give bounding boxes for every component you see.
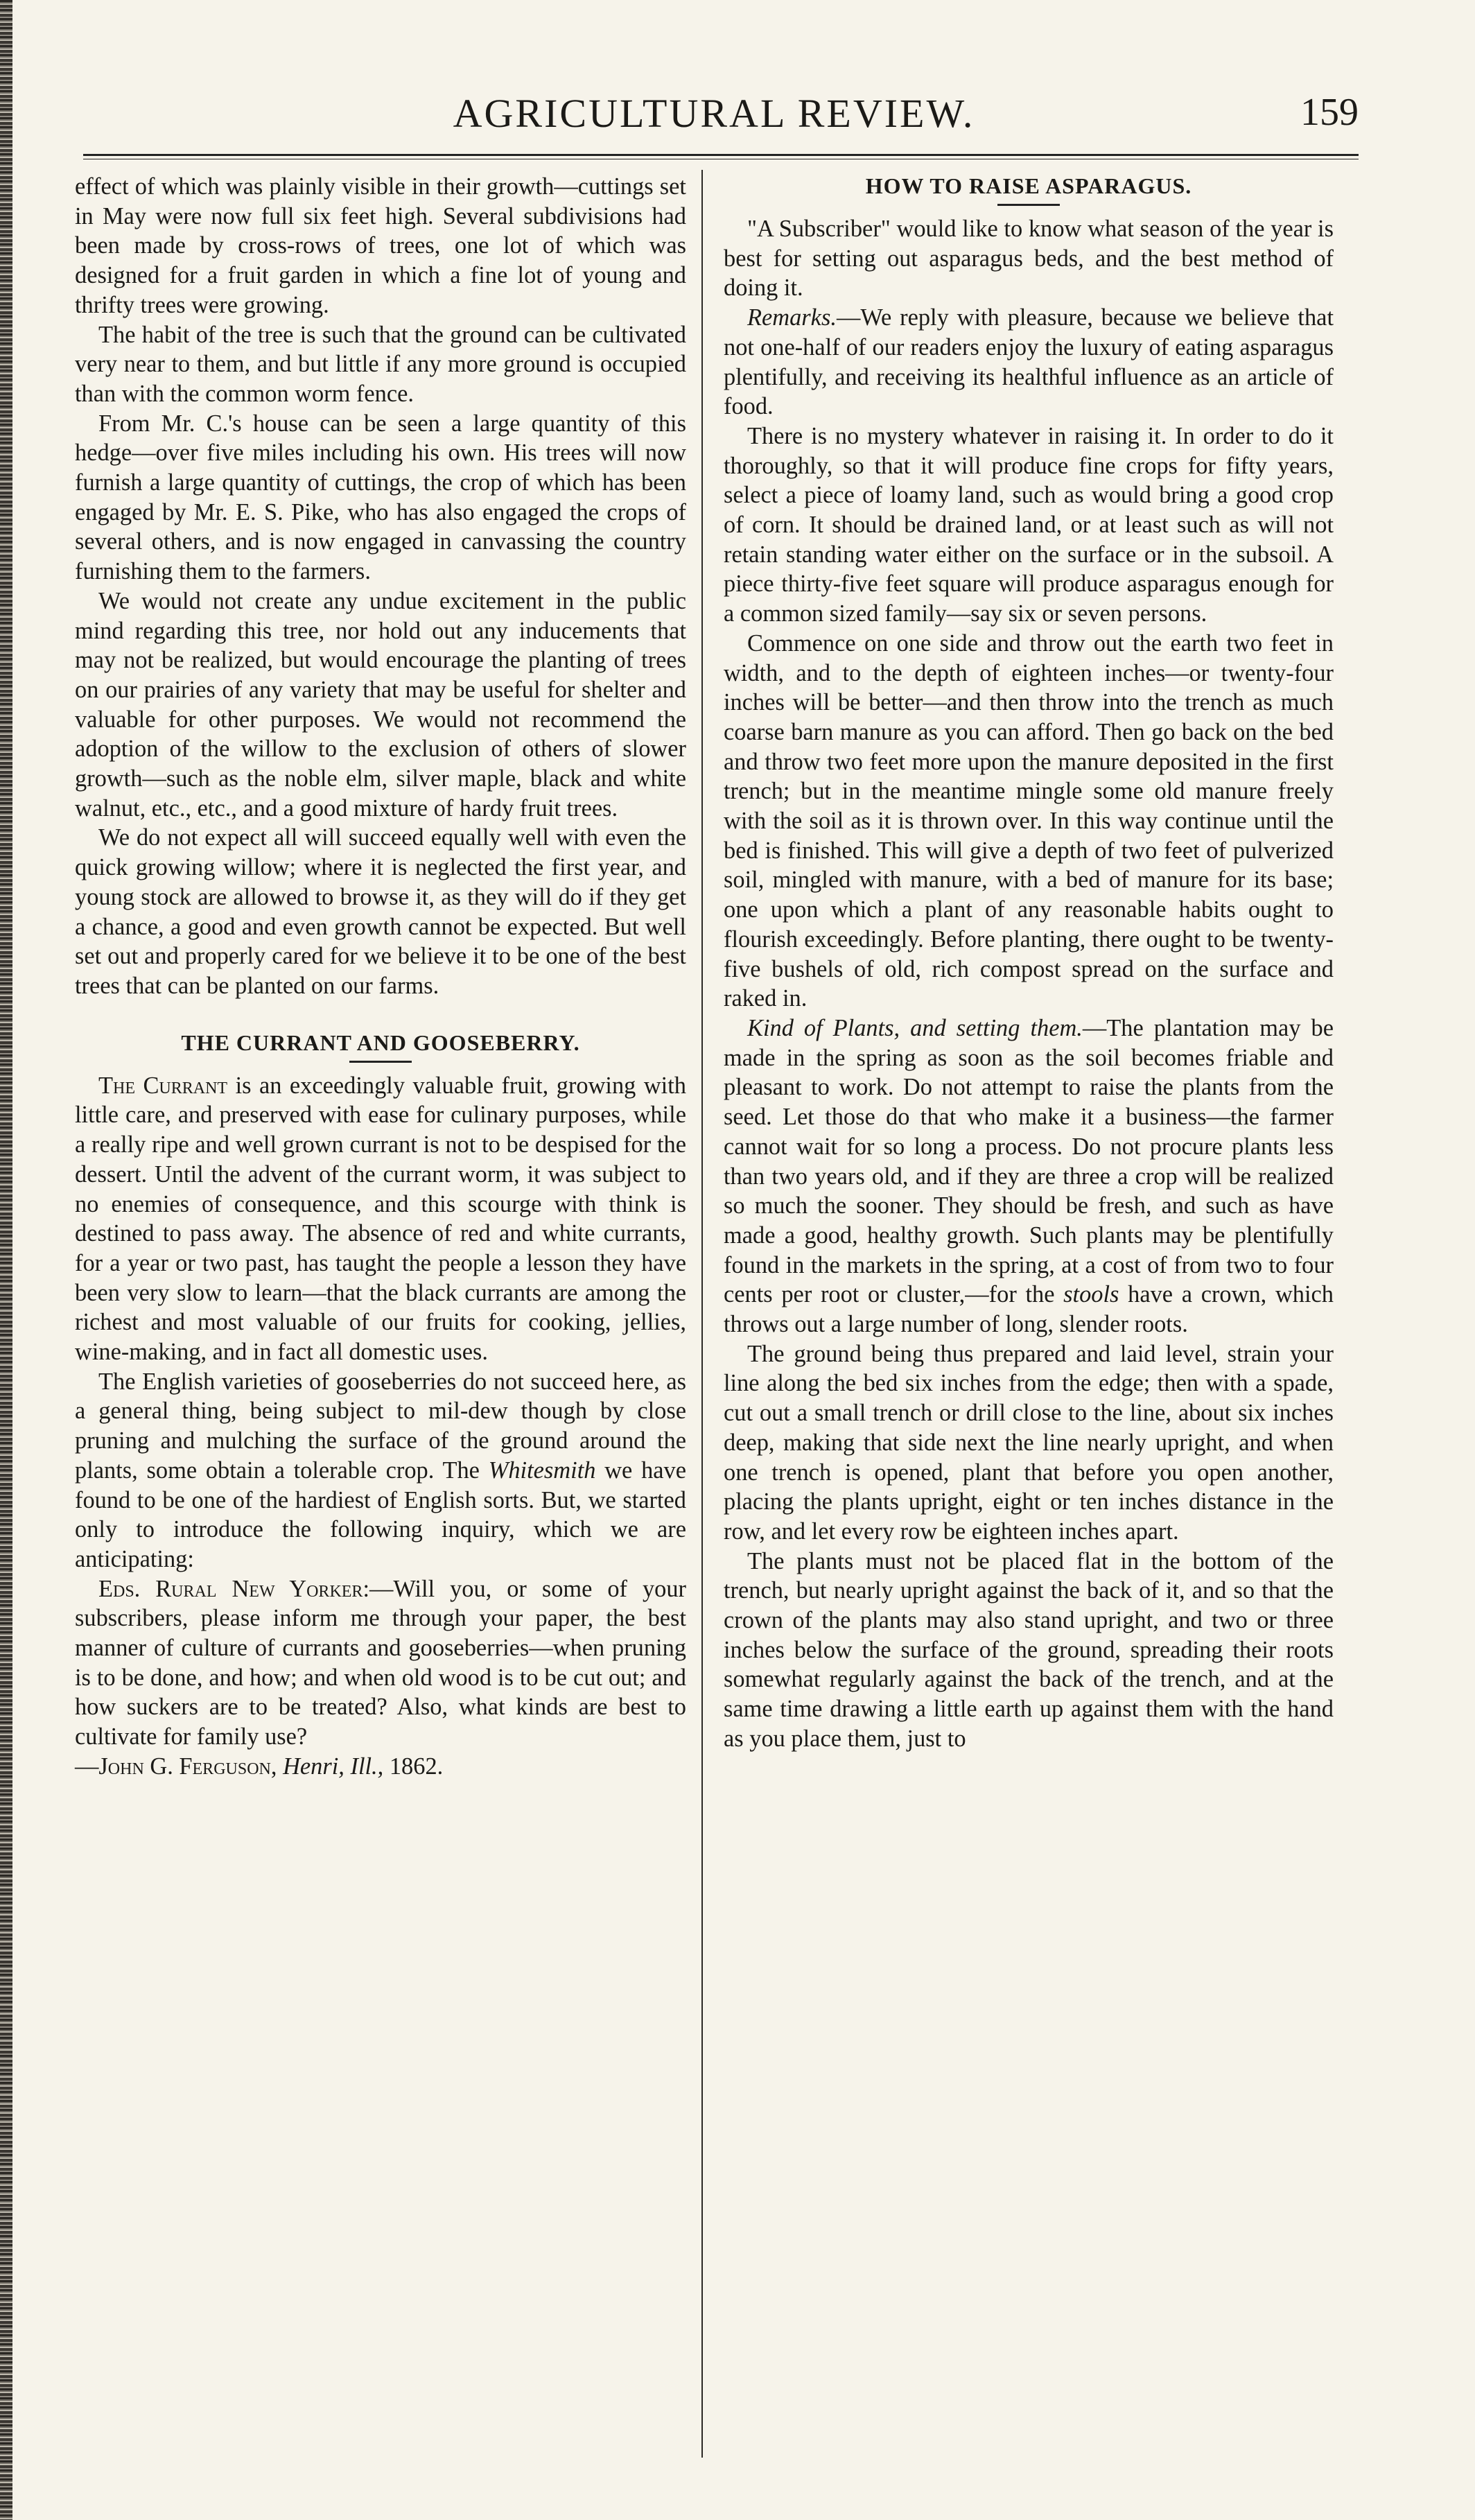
currant-text: is an exceedingly valuable fruit, growing with little care, and preserved with ease for culinary purposes, while a really ripe and well grown currant is not to be despised for the dessert. Until the advent of the currant worm, it was subject to no enemies of consequence, and this scourge with think is destined to pass away. The absence of red and white currants, for a year or two past, has taught the people a lesson they have been very slow to learn—that the black currants are among the richest and most valuable of our fruits for cooking, jellies, wine-making, and in fact all domestic uses. (75, 1072, 686, 1366)
paragraph-letter (75, 1574, 686, 1752)
signature-name: —John G. Ferguson, (75, 1753, 277, 1780)
currant-lead: The Currant (98, 1072, 228, 1099)
paragraph-tree-habit: The habit of the tree is such that the ground can be cultivated very near to them, and but little if any more ground is occupied than with the common worm fence. (75, 321, 686, 407)
column-divider (701, 170, 703, 2458)
paragraph-inquiry: "A Subscriber" would like to know what season of the year is best for setting out asparagus beds, and the best method of doing it. (724, 216, 1334, 302)
gooseberry-before: The English varieties of gooseberries do not succeed here, as a general thing, being subject to mil-dew though by close pruning and mulching the surface of the ground around the plants, some obtain a tolerable crop. The (75, 1368, 686, 1484)
letter-signature (75, 1752, 686, 1782)
signature-year: 1862. (383, 1753, 444, 1780)
gooseberry-variety: Whitesmith (488, 1457, 596, 1484)
journal-title: AGRICULTURAL REVIEW. (453, 91, 975, 136)
paragraph-plant-placement: The plants must not be placed flat in the bottom of the trench, but nearly upright against the back of it, and so that the crown of the plants may also stand upright, and two or three inches below the surface of the ground, spreading their roots somewhat regularly against the back of the trench, and at the same time drawing a little earth up against them with the hand as you place them, just to (724, 1547, 1334, 1752)
page-binding-edge (0, 0, 12, 2520)
kind-after: have a crown, which throws out a large number of long, slender roots. (724, 1281, 1334, 1338)
remarks-label: Remarks. (747, 304, 837, 331)
heading-rule (997, 204, 1060, 206)
paragraph-trench: Commence on one side and throw out the earth two feet in width, and to the depth of eighteen inches—or twenty-four inches will be better—and then throw into the trench as much coarse barn manure as you can afford. Then go back on the bed and throw two feet more upon the manure deposited in the first trench; but in the meantime mingle some old manure freely with the soil as it is thrown over. In this way continue until the bed is finished. This will give a depth of two feet of pulverized soil, mingled with manure, with a bed of manure for its base; one upon which a plant of any reasonable habits ought to flourish exceedingly. Before planting, there ought to be twenty-five bushels of old, rich compost spread on the surface and raked in. (724, 629, 1334, 1012)
paragraph-willow-growth: effect of which was plainly visible in their growth—cuttings set in May were now full six feet high. Several subdivisions had been made by cross-rows of trees, one lot of which was designed for a fruit garden in which a fine lot of young and thrifty trees were growing. (75, 173, 686, 318)
paragraph-remarks (724, 303, 1334, 422)
letter-body: :—Will you, or some of your subscribers, please inform me through your paper, the best manner of culture of currants and gooseberries—when pruning is to be done, and how; and when old wood is to be cut out; and how suckers are to be treated? Also, what kinds are best to cultivate for family use? (75, 1575, 686, 1750)
left-column (75, 172, 686, 1782)
header-rule (83, 154, 1359, 159)
paragraph-hedge: From Mr. C.'s house can be seen a large quantity of this hedge—over five miles including his own. His trees will now furnish a large quantity of cuttings, the crop of which has been engaged by Mr. E. S. Pike, who has also engaged the crops of several others, and is now engaged in canvassing the country furnishing them to the farmers. (75, 410, 686, 585)
page-number: 159 (1300, 91, 1359, 134)
section-heading-asparagus: HOW TO RAISE ASPARAGUS. (865, 173, 1192, 198)
kind-label: Kind of Plants, and setting them. (747, 1014, 1083, 1041)
right-column (724, 172, 1334, 1754)
section-heading-currant: THE CURRANT AND GOOSEBERRY. (181, 1029, 580, 1055)
kind-text: —The plantation may be made in the spring as soon as the soil becomes friable and pleasant to work. Do not attempt to raise the plants from the seed. Let those do that who make it a business—the farmer cannot wait for so long a process. Do not procure plants less than two years old, and if they are three a crop will be realized so much the sooner. They should be fresh, and such as have made a good, healthy growth. Such plants may be plentifully found in the markets in the spring, at a cost of from two to four cents per root or cluster,—for the (724, 1014, 1334, 1308)
remarks-text: —We reply with pleasure, because we believe that not one-half of our readers enjoy the luxury of eating asparagus plentifully, and receiving its healthful influence as an article of food. (724, 304, 1334, 420)
paragraph-excitement: We would not create any undue excitement in the public mind regarding this tree, nor hold out any inducements that may not be realized, but would encourage the planting of trees on our prairies of any variety that may be useful for shelter and valuable for other purposes. We would not recommend the adoption of the willow to the exclusion of others of slower growth—such as the noble elm, silver maple, black and white walnut, etc., etc., and a good mixture of hardy fruit trees. (75, 587, 686, 822)
letter-salutation: Eds. Rural New Yorker (98, 1575, 363, 1602)
paragraph-expectations: We do not expect all will succeed equally well with even the quick growing willow; where it is neglected the first year, and young stock are allowed to browse it, as they will do if they get a chance, a good and even growth cannot be expected. But well set out and properly cared for we believe it to be one of the best trees that can be planted on our farms. (75, 824, 686, 999)
signature-place: Henri, Ill., (277, 1753, 384, 1780)
paragraph-currant (75, 1071, 686, 1367)
kind-italic: stools (1063, 1281, 1119, 1308)
heading-rule (349, 1061, 412, 1063)
paragraph-ground-prepared: The ground being thus prepared and laid level, strain your line along the bed six inches from the edge; then with a spade, cut out a small trench or drill close to the line, about six inches deep, making that side next the line nearly upright, and when one trench is opened, plant that before you open another, placing the plants upright, eight or ten inches distance in the row, and let every row be eighteen inches apart. (724, 1340, 1334, 1545)
paragraph-gooseberry (75, 1367, 686, 1574)
gooseberry-after: we have found to be one of the hardiest of English sorts. But, we started only to introduce the following inquiry, which we are anticipating: (75, 1457, 686, 1572)
paragraph-mystery: There is no mystery whatever in raising it. In order to do it thoroughly, so that it will produce fine crops for fifty years, select a piece of loamy land, such as would bring a good crop of corn. It should be drained land, or at least such as will not retain standing water either on the surface or in the subsoil. A piece thirty-five feet square will produce asparagus enough for a common sized family—say six or seven persons. (724, 422, 1334, 627)
running-header (69, 69, 1359, 139)
paragraph-kind-of-plants (724, 1014, 1334, 1339)
